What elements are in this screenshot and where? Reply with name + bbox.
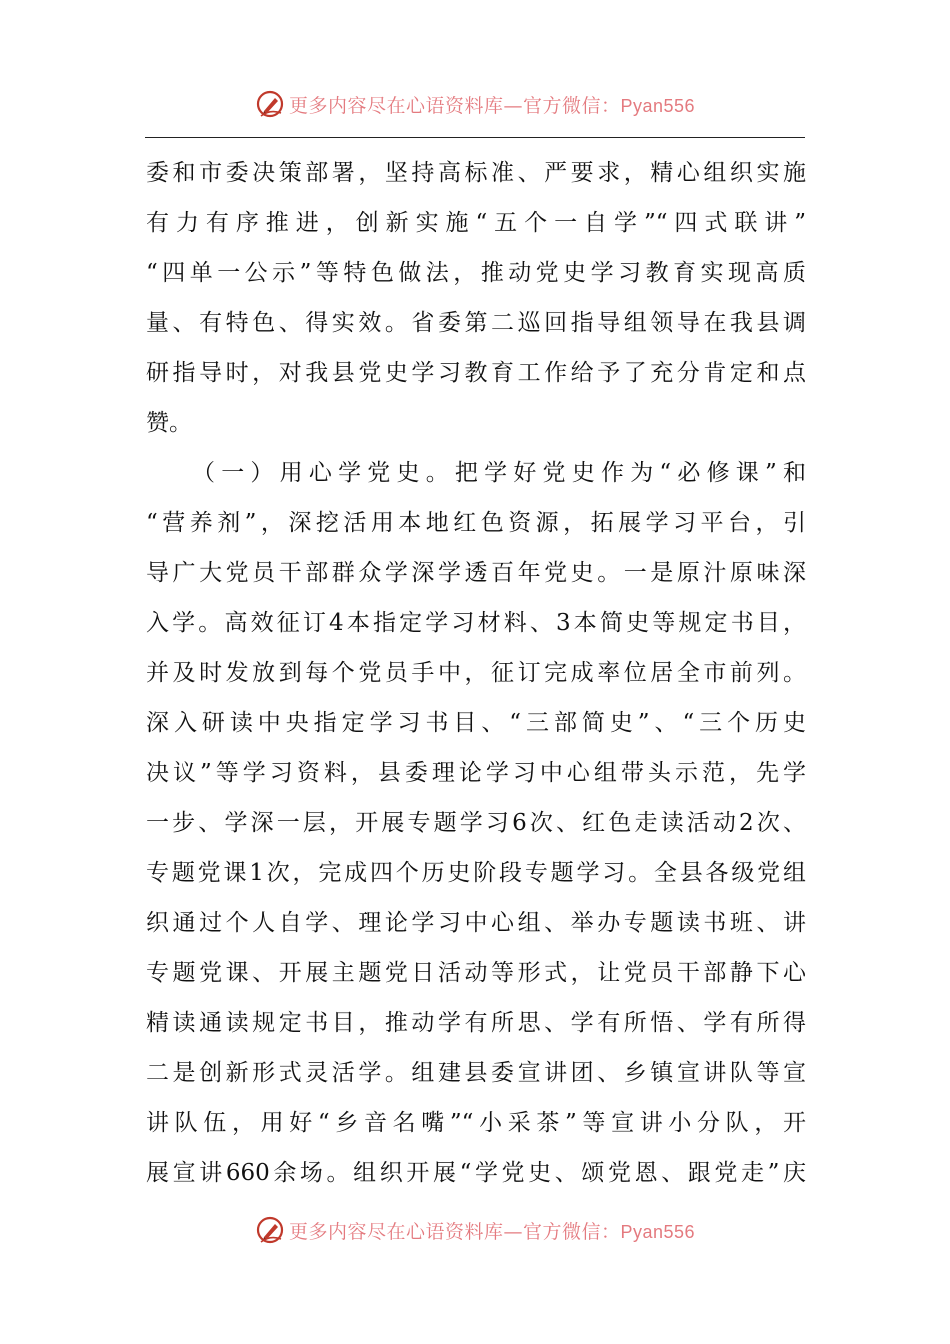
- text-line: 赞。: [146, 410, 192, 436]
- section-heading-line: （一）用心学党史。把学好党史作为“必修课”和: [192, 460, 806, 486]
- text-line: 精读通读规定书目，推动学有所思、学有所悟、学有所得: [146, 1010, 806, 1036]
- header-banner-cn: 更多内容尽在心语资料库—官方微信：: [288, 94, 621, 117]
- text-line: 一步、学深一层，开展专题学习6次、红色走读活动2次、: [146, 810, 806, 836]
- text-line: “营养剂”，深挖活用本地红色资源，拓展学习平台，引: [146, 510, 806, 536]
- header-banner-text: [289, 91, 695, 118]
- text-line: 二是创新形式灵活学。组建县委宣讲团、乡镇宣讲队等宣: [146, 1060, 806, 1086]
- footer-banner-cn: 更多内容尽在心语资料库—官方微信：: [288, 1220, 621, 1243]
- text-line: 讲队伍，用好“乡音名嘴”“小采茶”等宣讲小分队，开: [146, 1110, 806, 1136]
- text-line: 决议”等学习资料，县委理论学习中心组带头示范，先学: [146, 760, 806, 786]
- text-line: 专题党课、开展主题党日活动等形式，让党员干部静下心: [146, 960, 806, 986]
- text-line: 入学。高效征订4本指定学习材料、3本简史等规定书目，: [146, 610, 806, 636]
- header-banner-wechat-id: Pyan556: [620, 95, 696, 116]
- header-divider: [145, 137, 805, 138]
- text-line: 导广大党员干部群众学深学透百年党史。一是原汁原味深: [146, 560, 806, 586]
- document-body: [146, 148, 806, 1198]
- text-line: “四单一公示”等特色做法，推动党史学习教育实现高质: [146, 260, 806, 286]
- footer-banner-text: [289, 1217, 695, 1244]
- pen-logo-icon: [255, 1215, 285, 1245]
- text-line: 专题党课1次，完成四个历史阶段专题学习。全县各级党组: [146, 860, 806, 886]
- text-line: 深入研读中央指定学习书目、“三部简史”、“三个历史: [146, 710, 806, 736]
- text-line: 织通过个人自学、理论学习中心组、举办专题读书班、讲: [146, 910, 806, 936]
- text-line: 展宣讲660余场。组织开展“学党史、颂党恩、跟党走”庆: [146, 1160, 806, 1186]
- text-line: 有力有序推进，创新实施“五个一自学”“四式联讲”: [146, 210, 806, 236]
- footer-banner: [0, 1210, 950, 1250]
- footer-banner-wechat-id: Pyan556: [620, 1221, 696, 1242]
- header-banner: [0, 84, 950, 124]
- text-line: 量、有特色、得实效。省委第二巡回指导组领导在我县调: [146, 310, 806, 336]
- text-line: 并及时发放到每个党员手中，征订完成率位居全市前列。: [146, 660, 806, 686]
- text-line: 委和市委决策部署，坚持高标准、严要求，精心组织实施: [146, 160, 806, 186]
- text-line: 研指导时，对我县党史学习教育工作给予了充分肯定和点: [146, 360, 806, 386]
- pen-logo-icon: [255, 89, 285, 119]
